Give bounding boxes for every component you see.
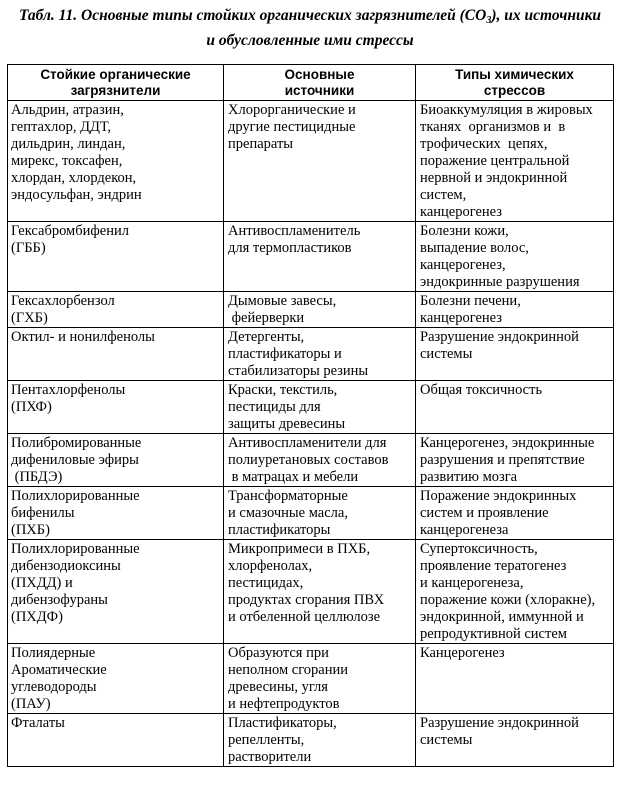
table-header-row [8,65,614,101]
cell-stress: Биоаккумуляция в жировых тканях организмов и в трофических цепях, поражение центральной нервной и эндокринной систем, канцерогенез [416,101,614,222]
table-row [8,292,614,328]
cell-pollutant: Октил- и нонилфенолы [8,328,224,381]
table-row [8,540,614,644]
cell-source: Трансформаторные и смазочные масла, пластификаторы [224,487,416,540]
table-row [8,222,614,292]
cell-stress: Канцерогенез [416,644,614,714]
header-stresses: Типы химических стрессов [416,65,614,101]
cell-source: Микропримеси в ПХБ, хлорфенолах, пестицидах, продуктах сгорания ПВХ и отбеленной целлюлозе [224,540,416,644]
cell-source: Образуются при неполном сгорании древесины, угля и нефтепродуктов [224,644,416,714]
cell-stress: Общая токсичность [416,381,614,434]
caption-subscript: 3 [486,15,492,26]
cell-source: Антивоспламенитель для термопластиков [224,222,416,292]
cell-source: Хлорорганические и другие пестицидные препараты [224,101,416,222]
cell-stress: Болезни печени, канцерогенез [416,292,614,328]
table-row [8,644,614,714]
cell-stress: Разрушение эндокринной системы [416,714,614,767]
cell-source: Пластификаторы, репелленты, растворители [224,714,416,767]
table-row [8,101,614,222]
caption-line-1-text: Табл. 11. Основные типы стойких органических загрязнителей (СО [18,7,487,24]
cell-stress: Разрушение эндокринной системы [416,328,614,381]
cell-source: Дымовые завесы, фейерверки [224,292,416,328]
cell-pollutant: Полихлорированные дибензодиоксины (ПХДД) и дибензофураны (ПХДФ) [8,540,224,644]
table-row [8,328,614,381]
header-sources: Основные источники [224,65,416,101]
pollutants-table [7,64,614,767]
cell-pollutant: Фталаты [8,714,224,767]
table-row [8,487,614,540]
cell-source: Детергенты, пластификаторы и стабилизаторы резины [224,328,416,381]
table-row [8,714,614,767]
header-pollutants: Стойкие органические загрязнители [8,65,224,101]
cell-source: Краски, текстиль, пестициды для защиты древесины [224,381,416,434]
cell-stress: Поражение эндокринных систем и проявление канцерогенеза [416,487,614,540]
cell-stress: Канцерогенез, эндокринные разрушения и препятствие развитию мозга [416,434,614,487]
caption-line-2: и обусловленные ими стрессы [206,32,414,49]
cell-pollutant: Гексахлорбензол (ГХБ) [8,292,224,328]
cell-pollutant: Альдрин, атразин, гептахлор, ДДТ, дильдрин, линдан, мирекс, токсафен, хлордан, хлордекон, эндосульфан, эндрин [8,101,224,222]
cell-pollutant: Гексабромбифенил (ГББ) [8,222,224,292]
cell-stress: Супертоксичность, проявление тератогенез и канцерогенеза, поражение кожи (хлоракне), эндокринной, иммунной и репродуктивной систем [416,540,614,644]
table-row [8,434,614,487]
caption-line-1 [0,6,620,31]
table-caption [0,6,620,51]
caption-line-1-tail: ), их источники [491,7,602,24]
cell-pollutant: Полибромированные дифениловые эфиры (ПБДЭ) [8,434,224,487]
cell-source: Антивоспламенители для полиуретановых составов в матрацах и мебели [224,434,416,487]
cell-stress: Болезни кожи, выпадение волос, канцерогенез, эндокринные разрушения [416,222,614,292]
cell-pollutant: Полиядерные Ароматические углеводороды (ПАУ) [8,644,224,714]
cell-pollutant: Полихлорированные бифенилы (ПХБ) [8,487,224,540]
cell-pollutant: Пентахлорфенолы (ПХФ) [8,381,224,434]
table-row [8,381,614,434]
